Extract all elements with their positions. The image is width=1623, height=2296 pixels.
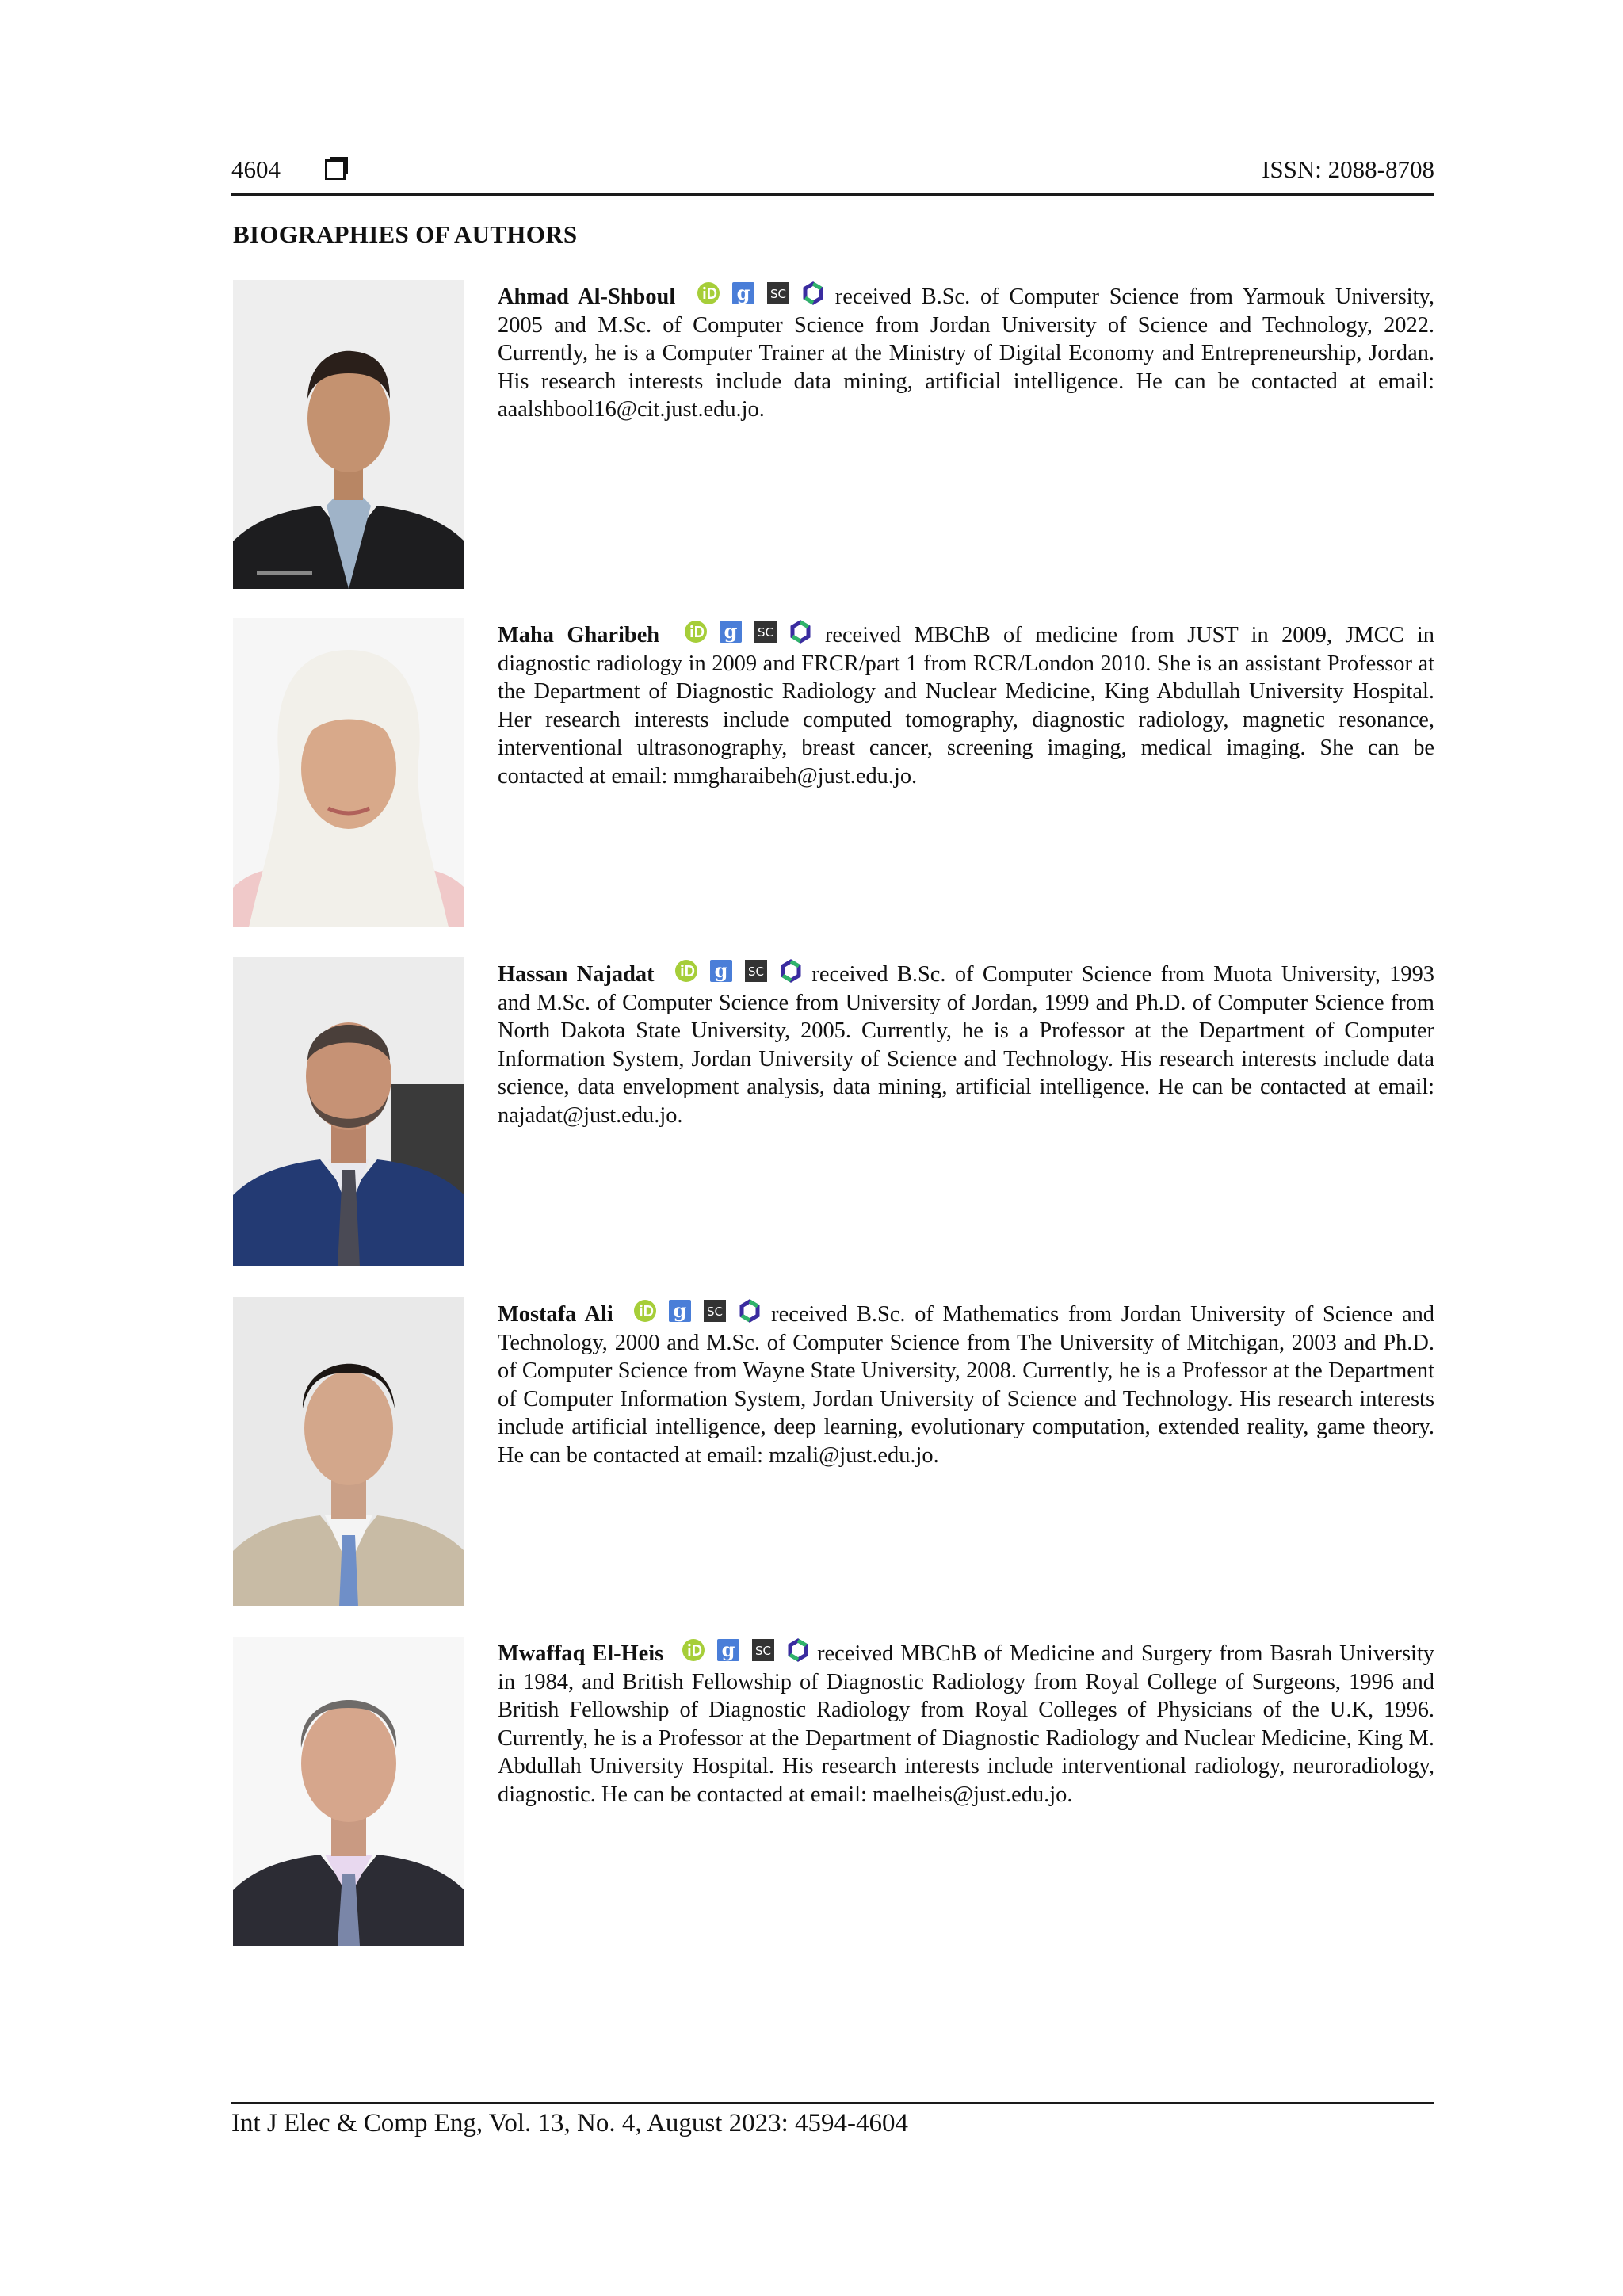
author-name: Maha Gharibeh: [498, 623, 660, 648]
google-scholar-icon[interactable]: [709, 959, 733, 983]
author-bio: [233, 280, 1436, 590]
scopus-icon[interactable]: [744, 959, 768, 983]
profile-links: [663, 962, 803, 987]
google-scholar-icon[interactable]: [716, 1638, 740, 1662]
author-bio: [233, 1297, 1436, 1608]
page-footer: [231, 2102, 1434, 2138]
bio-text: received B.Sc. of Computer Science from Muota University, 1993 and M.Sc. of Computer Science from University of Jordan, 1999 and Ph.D. of Computer Science from North Dakota State University, 2005. Currently, he is a Professor at the Department of Computer Information System, Jordan University of Science and Technology. His research interests include data science, data envelopment analysis, data mining, artificial intelligence. He can be contacted at email: najadat@just.edu.jo.: [498, 962, 1435, 1128]
profile-links: [673, 623, 812, 648]
bio-paragraph: [498, 1299, 1434, 1470]
scopus-icon[interactable]: [766, 281, 790, 305]
author-name: Ahmad Al-Shboul: [498, 285, 676, 309]
bio-paragraph: [498, 959, 1434, 1130]
bio-text: received MBChB of medicine from JUST in 2009, JMCC in diagnostic radiology in 2009 and FRCR/part 1 from RCR/London 2010. She is an assistant Professor at the Department of Diagnostic Radiology and Nuclear Medicine, King Abdullah University Hospital. Her research interests include computed tomography, diagnostic radiology, magnetic resonance, interventional ultrasonography, breast cancer, screening imaging, medical imaging. She can be contacted at email: mmgharaibeh@just.edu.jo.: [498, 623, 1434, 789]
author-bio: [233, 618, 1436, 929]
publons-icon[interactable]: [789, 620, 812, 644]
square-bullet-icon: [325, 159, 346, 180]
author-photo: [233, 618, 464, 927]
author-photo: [233, 957, 464, 1266]
scopus-icon[interactable]: [703, 1299, 727, 1323]
page-header: [231, 155, 1434, 196]
author-photo: [233, 280, 464, 589]
google-scholar-icon[interactable]: [731, 281, 755, 305]
orcid-icon[interactable]: [682, 1638, 705, 1662]
author-photo: [233, 1297, 464, 1606]
google-scholar-icon[interactable]: [668, 1299, 692, 1323]
author-name: Mostafa Ali: [498, 1302, 613, 1327]
bio-text: received B.Sc. of Computer Science from Yarmouk University, 2005 and M.Sc. of Computer Science from Jordan University of Science and Technology, 2022. Currently, he is a Computer Trainer at the Ministry of Digital Economy and Entrepreneurship, Jordan. His research interests include data mining, artificial intelligence. He can be contacted at email: aaalshbool16@cit.just.edu.jo.: [498, 285, 1434, 422]
bio-paragraph: [498, 620, 1434, 791]
bio-text: received MBChB of Medicine and Surgery from Basrah University in 1984, and British Fellowship of Diagnostic Radiology from Royal College of Surgeons, 1996 and British Fellowship of Diagnostic Radiology from Royal Colleges of Physicians of the U.K, 1996. Currently, he is a Professor at the Department of Diagnostic Radiology and Nuclear Medicine, King M. Abdullah University Hospital. His research interests include interventional radiology, neuroradiology, diagnostic. He can be contacted at email: maelheis@just.edu.jo.: [498, 1641, 1434, 1807]
profile-links: [622, 1302, 762, 1327]
bio-paragraph: [498, 1638, 1434, 1809]
orcid-icon[interactable]: [674, 959, 698, 983]
scopus-icon[interactable]: [751, 1638, 775, 1662]
publons-icon[interactable]: [786, 1638, 810, 1662]
section-title: BIOGRAPHIES OF AUTHORS: [233, 220, 578, 248]
bio-paragraph: [498, 281, 1434, 424]
issn: ISSN: 2088-8708: [1262, 155, 1434, 183]
author-name: Mwaffaq El-Heis: [498, 1641, 664, 1666]
google-scholar-icon[interactable]: [719, 620, 743, 644]
journal-citation: Int J Elec & Comp Eng, Vol. 13, No. 4, August 2023: 4594-4604: [231, 2109, 909, 2137]
author-photo: [233, 1637, 464, 1946]
orcid-icon[interactable]: [633, 1299, 657, 1323]
author-bio: [233, 1637, 1436, 1947]
profile-links: [685, 285, 825, 309]
publons-icon[interactable]: [801, 281, 825, 305]
publons-icon[interactable]: [738, 1299, 762, 1323]
scopus-icon[interactable]: [754, 620, 777, 644]
page-number: 4604: [231, 155, 281, 183]
author-bio: [233, 957, 1436, 1268]
orcid-icon[interactable]: [684, 620, 708, 644]
author-name: Hassan Najadat: [498, 962, 655, 987]
publons-icon[interactable]: [779, 959, 803, 983]
profile-links: [670, 1641, 810, 1666]
orcid-icon[interactable]: [697, 281, 720, 305]
bio-text: received B.Sc. of Mathematics from Jordan University of Science and Technology, 2000 and M.Sc. of Computer Science from The University of Mitchigan, 2003 and Ph.D. of Computer Science from Wayne State University, 2008. Currently, he is a Professor at the Department of Computer Information System, Jordan University of Science and Technology. His research interests include artificial intelligence, deep learning, evolutionary computation, extended reality, game theory. He can be contacted at email: mzali@just.edu.jo.: [498, 1302, 1434, 1468]
